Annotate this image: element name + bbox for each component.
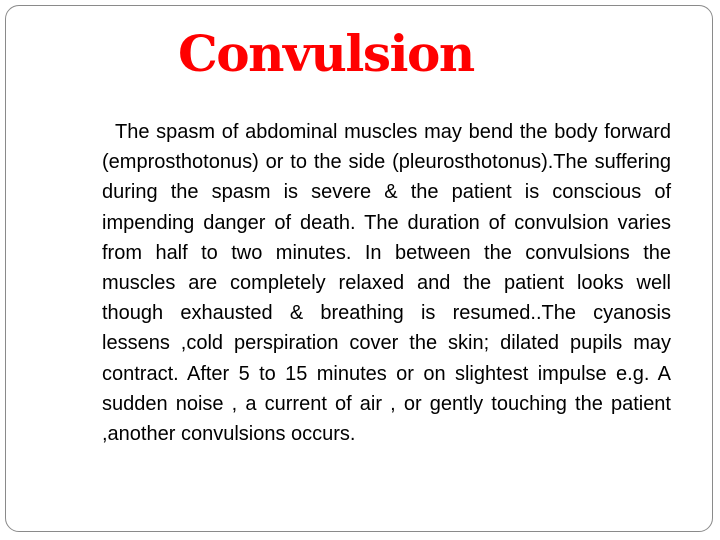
slide-title: Convulsion [178,24,474,83]
slide-body-text: The spasm of abdominal muscles may bend the body forward (emprosthotonus) or to the side (pleurosthotonus).The suffering during the spasm is severe & the patient is conscious of impending danger of death. The duration of convulsion varies from half to two minutes. In between the convulsions the muscles are completely relaxed and the patient looks well though exhausted & breathing is resumed..The cyanosis lessens ,cold perspiration cover the skin; dilated pupils may contract. After 5 to 15 minutes or on slightest impulse e.g. A sudden noise , a current of air , or gently touching the patient ,another convulsions occurs. [102,121,671,446]
